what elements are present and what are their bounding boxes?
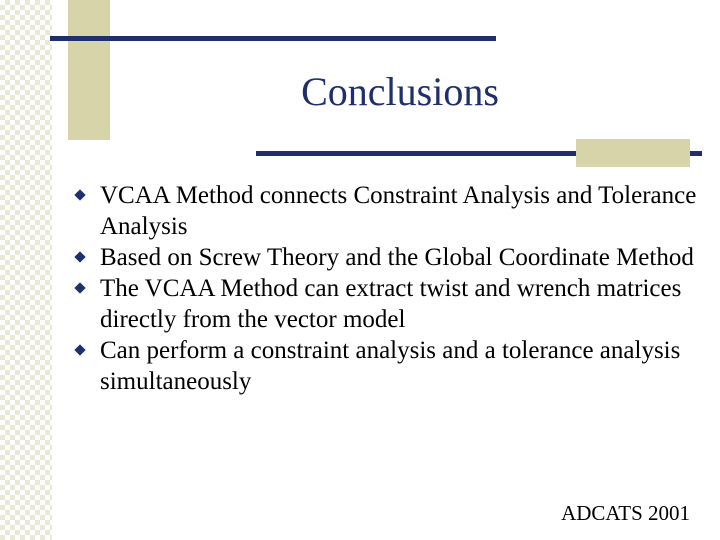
bullet-list	[72, 180, 702, 397]
diamond-bullet-icon	[74, 189, 85, 200]
bullet-item	[72, 335, 702, 397]
bullet-text: The VCAA Method can extract twist and wrench matrices directly from the vector model	[100, 275, 682, 333]
diamond-bullet-icon	[74, 251, 85, 262]
slide-title: Conclusions	[301, 69, 499, 114]
checkered-strip-decoration	[0, 0, 52, 540]
bullet-text: VCAA Method connects Constraint Analysis and Tolerance Analysis	[100, 182, 697, 240]
bullet-text: Can perform a constraint analysis and a tolerance analysis simultaneously	[100, 337, 681, 395]
bullet-item	[72, 273, 702, 335]
bullet-text: Based on Screw Theory and the Global Coordinate Method	[100, 244, 694, 271]
tan-block-bottom-decoration	[576, 139, 690, 167]
bullet-item	[72, 180, 702, 242]
tan-block-top-decoration	[68, 0, 110, 140]
bullet-item	[72, 242, 702, 273]
diamond-bullet-icon	[74, 344, 85, 355]
footer-label: ADCATS 2001	[561, 501, 690, 525]
title-rule-top	[50, 36, 496, 41]
diamond-bullet-icon	[74, 282, 85, 293]
